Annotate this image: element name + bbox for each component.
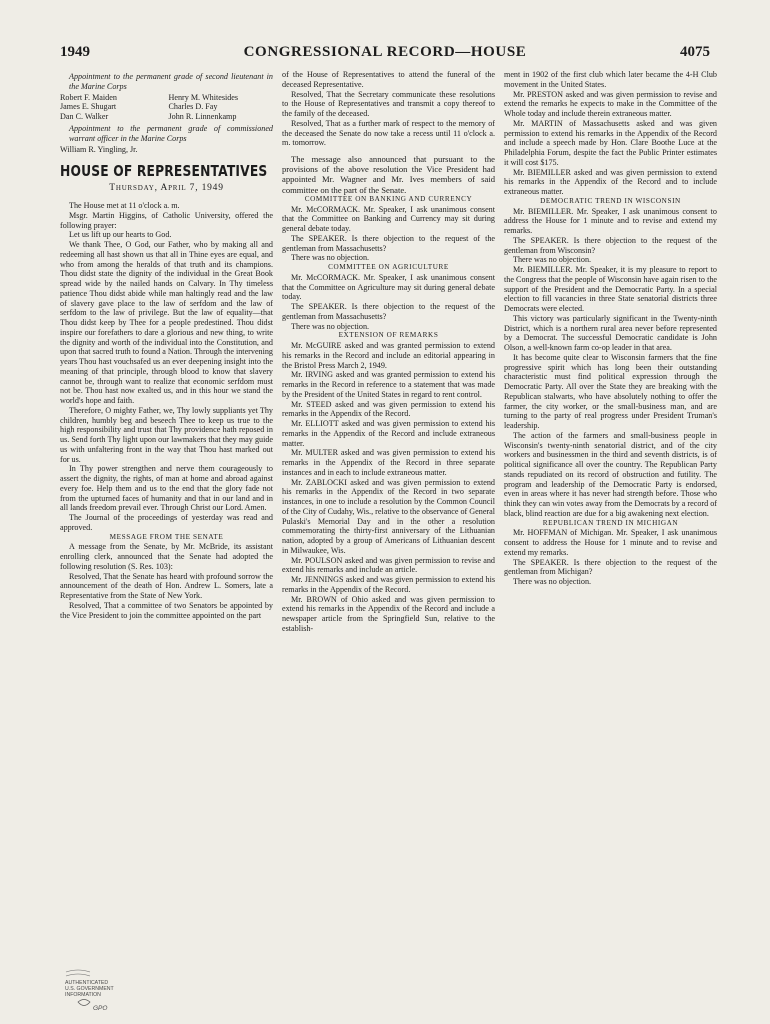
section-heading: DEMOCRATIC TREND IN WISCONSIN	[540, 196, 681, 205]
appointee-name: Dan C. Walker	[60, 111, 109, 121]
appointee-names	[60, 93, 273, 122]
paragraph: The SPEAKER. Is there objection to the request of the gentleman from Massachusetts?	[282, 302, 495, 321]
paragraph: Mr. PRESTON asked and was given permission to revise and extend the remarks he expects to make in the Committee of the Whole today and include therein extraneous matter.	[504, 89, 717, 118]
paragraph: Mr. HOFFMAN of Michigan. Mr. Speaker, I ask unanimous consent to address the House for 1 minute and to revise and extend my remarks.	[504, 528, 717, 557]
paragraph: It has become quite clear to Wisconsin farmers that the fine progressive spirit which has long been their outstanding characteristic must find political expression through the Democratic Party. All over the State they are breaking with the Republican stalwarts, who have absolutely nothing to offer the farmer, the city worker, or the small-business man, and are turning to the party of real progress under President Truman's leadership.	[504, 352, 717, 430]
house-title: HOUSE OF REPRESENTATIVES	[60, 161, 268, 180]
appointee-name: William R. Yingling, Jr.	[60, 144, 138, 154]
text-columns	[60, 70, 718, 1000]
paragraph: This victory was particularly significant in the Twenty-ninth District, which is a northern rural area never before represented by a Democrat. The successful Democratic candidate is John Olson, a well-known farm co-op leader in that area.	[504, 313, 717, 352]
paragraph: The House met at 11 o'clock a. m.	[69, 201, 180, 211]
section-heading: COMMITTEE ON AGRICULTURE	[328, 263, 449, 272]
section-heading: COMMITTEE ON BANKING AND CURRENCY	[304, 194, 473, 203]
paragraph: Resolved, That the Secretary communicate these resolutions to the House of Representatives and transmit a copy thereof to the family of the deceased.	[282, 89, 495, 118]
paragraph: The SPEAKER. Is there objection to the request of the gentleman from Michigan?	[504, 557, 717, 577]
logo-line: U.S. GOVERNMENT	[65, 986, 114, 992]
eagle-mark-icon	[78, 1000, 90, 1006]
header-title: CONGRESSIONAL RECORD—HOUSE	[243, 44, 527, 60]
appointee-name: John R. Linnenkamp	[168, 111, 237, 121]
paragraph: Mr. McCORMACK. Mr. Speaker, I ask unanimous consent that the Committee on Banking and Currency may sit during general debate today.	[282, 204, 495, 234]
section-heading: MESSAGE FROM THE SENATE	[109, 532, 224, 541]
appointment-heading-1: Appointment to the permanent grade of second lieutenant in the Marine Corps	[69, 72, 273, 91]
header-page-number: 4075	[680, 44, 710, 60]
paragraph: Let us lift up our hearts to God.	[69, 230, 172, 240]
logo-line: AUTHENTICATED	[65, 980, 109, 986]
paragraph: Mr. McGUIRE asked and was granted permission to extend his remarks in the Record and include an editorial appearing in the Bristol Press March 2, 1949.	[282, 341, 495, 370]
paragraph: Therefore, O mighty Father, we, Thy lowly suppliants yet Thy children, humbly beg and beseech Thee to keep us true to the high responsibility and trust that Thy providence hath reposed in us. Send forth Thy light upon our lawmakers that they may guide us with unfaltering front in the way that Thou hast marked out for us.	[60, 405, 273, 464]
paragraph: Mr. JENNINGS asked and was given permission to extend his remarks in the Appendix of the Record.	[282, 575, 495, 594]
paragraph: ment in 1902 of the first club which later became the 4-H Club movement in the United States.	[504, 70, 717, 89]
logo-line: INFORMATION	[65, 992, 101, 998]
paragraph: Mr. ZABLOCKI asked and was given permission to extend his remarks in the Appendix of the Record in two separate instances, in one to include a resolution by the Common Council of the City of Cudahy, Wis., relative to the observance of General Pulaski's Memorial Day and in the other a resolution commemorating the thirty-first anniversary of the Lithuanian nation, adopted by a group of Americans of Lithuanian descent in Milwaukee, Wis.	[282, 477, 495, 555]
paragraph: Mr. BIEMILLER asked and was given permission to extend his remarks in the Appendix of the Record and to include extraneous matter.	[504, 167, 717, 196]
paragraph: Mr. BROWN of Ohio asked and was given permission to extend his remarks in the Appendix of the Record and include a newspaper article from the Springfield Sun, relative to the establish-	[282, 594, 495, 633]
section-heading: REPUBLICAN TREND IN MICHIGAN	[542, 518, 679, 527]
page-header	[60, 44, 710, 64]
appointee-name: Charles D. Fay	[168, 102, 218, 112]
paragraph: of the House of Representatives to attend the funeral of the deceased Representative.	[282, 70, 495, 89]
paragraph: The Journal of the proceedings of yesterday was read and approved.	[60, 513, 273, 532]
paragraph: Mr. ELLIOTT asked and was given permission to extend his remarks in the Appendix of the Record and include extraneous matter.	[282, 419, 495, 448]
paragraph: The SPEAKER. Is there objection to the request of the gentleman from Massachusetts?	[282, 233, 495, 253]
column-3	[504, 70, 717, 1000]
appointee-name: Henry M. Whitesides	[168, 92, 239, 102]
paragraph: The action of the farmers and small-business people in Wisconsin's twenty-ninth senatorial district, and of the city workers and businessmen in the third and seventh districts, is of political significance all over the country. The Republican Party stands repudiated on its record of obstruction and futility. The program and leadership of the Democratic Party is endorsed, even in areas where it has never had strength before. Those who think they can win votes away from the Democrats by a record of black, blind reaction are due for a big awakening next election.	[504, 430, 717, 518]
paragraph: Mr. BIEMILLER. Mr. Speaker, I ask unanimous consent to address the House for 1 minute and to revise and extend my remarks.	[504, 206, 717, 235]
paragraph: Msgr. Martin Higgins, of Catholic University, offered the following prayer:	[60, 210, 273, 230]
paragraph: Mr. STEED asked and was given permission to extend his remarks in the Appendix of the Record.	[282, 399, 495, 419]
paragraph: Resolved, That the Senate has heard with profound sorrow the announcement of the death of Hon. Andrew L. Somers, late a Representative from the State of New York.	[60, 571, 273, 601]
paragraph: Mr. McCORMACK. Mr. Speaker, I ask unanimous consent that the Committee on Agriculture may sit during general debate today.	[282, 272, 495, 302]
paragraph: There was no objection.	[291, 253, 370, 263]
header-year: 1949	[60, 44, 90, 60]
paragraph: There was no objection.	[291, 321, 370, 331]
gpo-authenticated-logo-icon	[64, 968, 144, 1018]
column-2	[282, 70, 495, 1000]
logo-gpo-text: GPO	[93, 1005, 108, 1012]
column-1	[60, 70, 273, 1000]
paragraph: Mr. BIEMILLER. Mr. Speaker, it is my pleasure to report to the Congress that the people of Wisconsin have again risen to the support of the President and the Democratic Party. In a special election to fill vacancies in three State senatorial districts three Democrats were elected.	[504, 265, 717, 313]
paragraph: The message also announced that pursuant to the provisions of the above resolution the Vice President had appointed Mr. Wagner and Mr. Ives members of said committee on the part of the Senate.	[282, 154, 495, 195]
appointee-name: James E. Shugart	[60, 102, 117, 112]
paragraph: Resolved, That as a further mark of respect to the memory of the deceased the Senate do now take a recess until 11 o'clock a. m. tomorrow.	[282, 118, 495, 148]
paragraph: We thank Thee, O God, our Father, who by making all and redeeming all hast shown us that all in Thine eyes are equal, and who from among the heralds of that truth and its champions. Thou didst state the dignity of the individual in the Great Book spread wide by the nailed hands on Calvary. In Thy timeless patience Thou didst abide while man haltingly read and the law of slavery gave place to the law of serfdom and the law of serfdom to the law of privilege. But the law of equality—that Thou didst keep by Thee for a people predestined. Thou didst inspire our forefathers to dare a glorious and new thing, to write the dignity and worth of the individual into the Constitution, and upon that sacred truth to found a Nation. Through the intervening years Thou hast vouchsafed us an ever deepening insight into the meaning of that principle, through blood to know that slavery cannot be, through want to realize that economic serfdom must not be. Thou hast now exalted us, and in this hour we stand the world's hope and faith.	[60, 240, 273, 406]
paragraph: In Thy power strengthen and nerve them courageously to assert the dignity, the rights, of man at home and abroad against every foe. Help them and us to the end that the glory fade not from the upturned faces of humanity and that in our land and in all lands freedom prevail ever. Through Christ our Lord. Amen.	[60, 464, 273, 513]
paragraph: Mr. IRVING asked and was granted permission to extend his remarks in the Record in reference to a statement that was made by the President of the United States in regard to rent control.	[282, 370, 495, 399]
paragraph: The SPEAKER. Is there objection to the request of the gentleman from Wisconsin?	[504, 235, 717, 255]
section-heading: EXTENSION OF REMARKS	[338, 331, 439, 340]
paragraph: Resolved, That a committee of two Senators be appointed by the Vice President to join the committee appointed on the part	[60, 600, 273, 620]
paragraph: A message from the Senate, by Mr. McBride, its assistant enrolling clerk, announced that the Senate had adopted the following resolution (S. Res. 103):	[60, 542, 273, 571]
appointee-name: Robert F. Maiden	[60, 92, 117, 102]
paragraph: There was no objection.	[513, 255, 592, 265]
paragraph: Mr. MARTIN of Massachusetts asked and was given permission to extend his remarks in the Appendix of the Record and include a speech made by Hon. Clare Boothe Luce at the Philadelphia Forum, despite the fact the Public Printer estimates it will cost $175.	[504, 118, 717, 167]
appointment-heading-2: Appointment to the permanent grade of commissioned warrant officer in the Marine Corps	[69, 124, 273, 144]
paragraph: There was no objection.	[513, 577, 592, 586]
paragraph: Mr. MULTER asked and was given permission to extend his remarks in the Appendix of the Record in three separate instances and in each to include extraneous matter.	[282, 448, 495, 477]
dateline: Thursday, April 7, 1949	[109, 183, 224, 194]
paragraph: Mr. POULSON asked and was given permission to revise and extend his remarks and include an article.	[282, 555, 495, 575]
